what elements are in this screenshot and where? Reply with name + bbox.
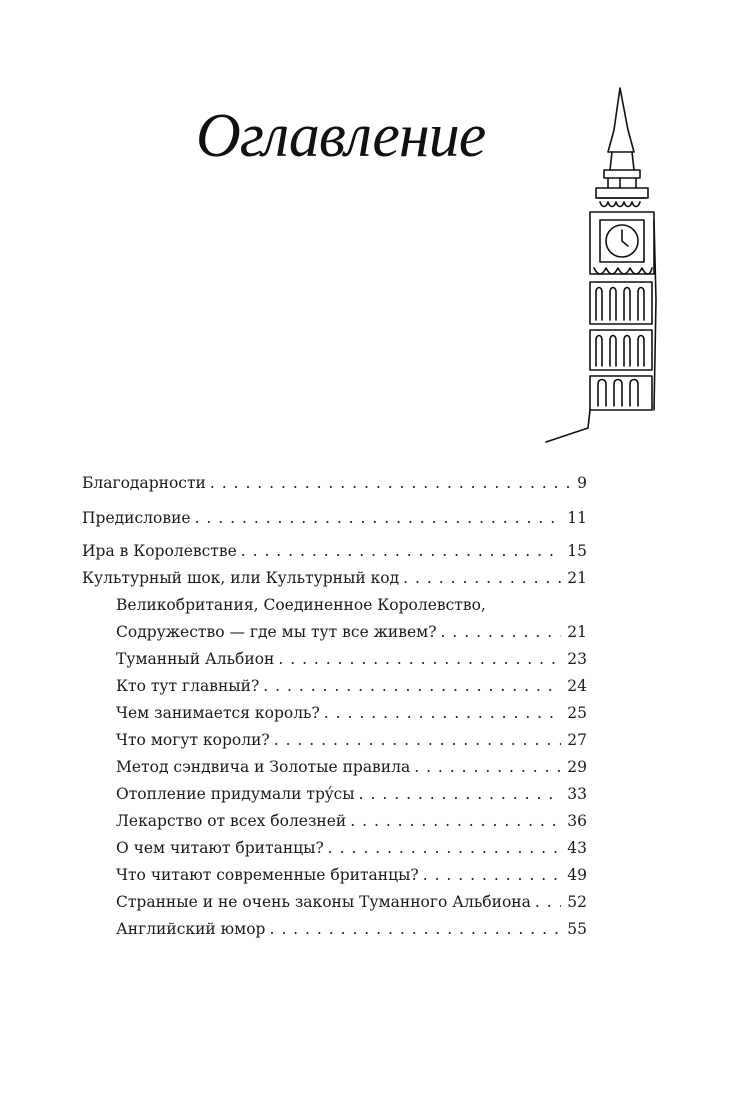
toc-entry-title: Чем занимается король? [116,700,324,727]
page-title: Оглавление [196,102,486,170]
toc-entry-page: 33 [561,781,587,808]
toc-entry-page: 36 [561,808,587,835]
toc-subentry[interactable] [116,646,587,673]
toc-entry-title: Туманный Альбион [116,646,278,673]
dot-leader [210,470,571,497]
toc-entry-page: 15 [561,538,587,565]
toc-subentry[interactable] [116,673,587,700]
dot-leader [441,619,562,646]
toc-entry-title: Метод сэндвича и Золотые правила [116,754,414,781]
toc-entry-title: Кто тут главный? [116,673,263,700]
toc-entry-title: Содружество — где мы тут все живем? [116,619,441,646]
toc-subentry[interactable] [116,700,587,727]
toc-subentry[interactable] [116,781,587,808]
toc-entry[interactable] [82,538,587,565]
toc-entry-title: Ира в Королевстве [82,538,241,565]
toc-entry-page: 25 [561,700,587,727]
toc-entry-page: 24 [561,673,587,700]
toc-entry-title: Что могут короли? [116,727,274,754]
dot-leader [278,646,561,673]
dot-leader [241,538,562,565]
dot-leader [269,916,561,943]
dot-leader [359,781,562,808]
toc-entry-title: Предисловие [82,505,195,532]
toc-entry-page: 49 [561,862,587,889]
dot-leader [263,673,561,700]
toc-entry[interactable] [82,505,587,532]
toc-subentry[interactable] [116,619,587,646]
toc-subentry[interactable] [116,808,587,835]
toc-entry-title: Благодарности [82,470,210,497]
toc-entry-title: Великобритания, Соединенное Королевство, [116,592,490,619]
toc-subentry[interactable] [116,862,587,889]
toc-entry-page: 55 [561,916,587,943]
big-ben-illustration [536,80,666,450]
toc-entry-page: 11 [561,505,587,532]
toc-entry-page: 21 [561,619,587,646]
toc-entry-page: 23 [561,646,587,673]
toc-entry-title: Лекарство от всех болезней [116,808,350,835]
dot-leader [414,754,561,781]
toc-entry-page: 21 [561,565,587,592]
dot-leader [535,889,561,916]
dot-leader [350,808,561,835]
toc-subentry[interactable] [116,916,587,943]
toc-entry-page: 52 [561,889,587,916]
toc-entry[interactable] [82,470,587,497]
toc-entry-title: Английский юмор [116,916,269,943]
toc-subentry[interactable] [116,592,587,619]
dot-leader [403,565,561,592]
dot-leader [274,727,562,754]
toc-entry-title: Отопление придумали трýсы [116,781,359,808]
toc-subentry[interactable] [116,835,587,862]
dot-leader [195,505,562,532]
toc-entry[interactable] [82,565,587,592]
toc-entry-page: 27 [561,727,587,754]
toc-subentry[interactable] [116,727,587,754]
dot-leader [324,700,561,727]
dot-leader [328,835,561,862]
toc-entry-title: Что читают современные британцы? [116,862,423,889]
toc-entry-title: Странные и не очень законы Туманного Альбиона [116,889,535,916]
toc-entry-page: 29 [561,754,587,781]
toc-entry-title: Культурный шок, или Культурный код [82,565,403,592]
table-of-contents [82,470,587,943]
dot-leader [423,862,562,889]
toc-subentry[interactable] [116,754,587,781]
toc-entry-page: 9 [571,470,587,497]
toc-entry-page: 43 [561,835,587,862]
toc-subentry[interactable] [116,889,587,916]
toc-entry-title: О чем читают британцы? [116,835,328,862]
